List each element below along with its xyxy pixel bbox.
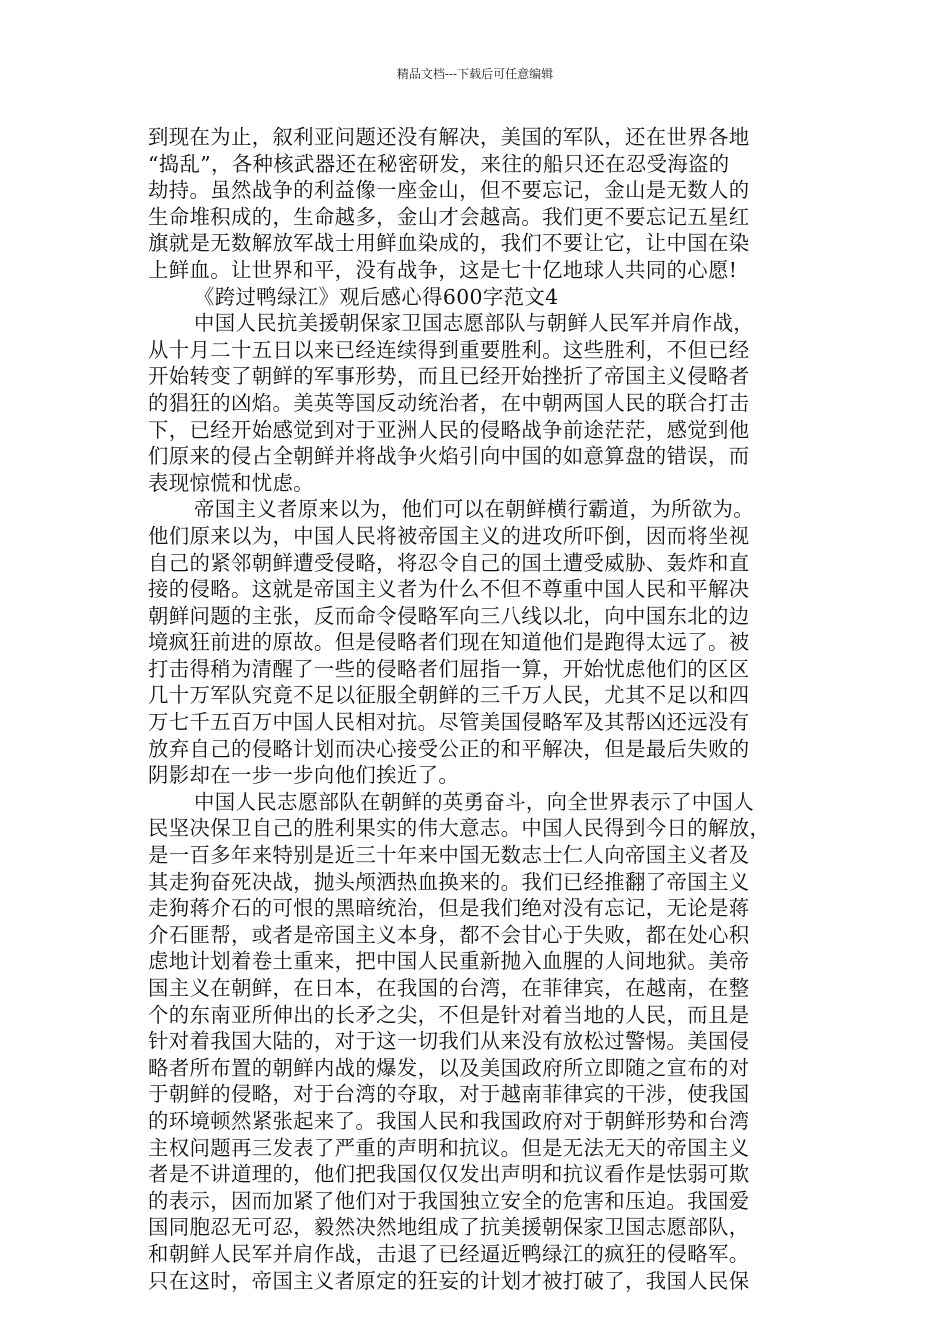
text-line: 和朝鲜人民军并肩作战，击退了已经逼近鸭绿江的疯狂的侵略军。 bbox=[148, 1241, 750, 1266]
text-line: 开始转变了朝鲜的军事形势，而且已经开始挫折了帝国主义侵略者 bbox=[148, 364, 750, 389]
text-line: 们原来的侵占全朝鲜并将战争火焰引向中国的如意算盘的错误，而 bbox=[148, 444, 750, 469]
text-line: 到现在为止，叙利亚问题还没有解决，美国的军队，还在世界各地 bbox=[148, 125, 750, 149]
text-line: 《跨过鸭绿江》观后感心得600字范文4 bbox=[194, 284, 559, 309]
text-line: 放弃自己的侵略计划而决心接受公正的和平解决，但是最后失败的 bbox=[148, 736, 750, 761]
text-line: 的表示，因而加紧了他们对于我国独立安全的危害和压迫。我国爱 bbox=[148, 1188, 750, 1213]
text-line: 中国人民志愿部队在朝鲜的英勇奋斗，向全世界表示了中国人 bbox=[194, 789, 754, 814]
text-line: 他们原来以为，中国人民将被帝国主义的进攻所吓倒，因而将坐视 bbox=[148, 523, 750, 548]
text-line: 国主义在朝鲜，在日本，在我国的台湾，在菲律宾，在越南，在整 bbox=[148, 976, 750, 1000]
text-line: 接的侵略。这就是帝国主义者为什么不但不尊重中国人民和平解决 bbox=[148, 577, 750, 602]
text-line: 几十万军队究竟不足以征服全朝鲜的三千万人民，尤其不足以和四 bbox=[148, 683, 750, 708]
text-line: 生命堆积成的，生命越多，金山才会越高。我们更不要忘记五星红 bbox=[148, 204, 750, 229]
page-header: 精品文档---下载后可任意编辑 bbox=[396, 67, 554, 81]
text-line: 劫持。虽然战争的利益像一座金山，但不要忘记，金山是无数人的 bbox=[148, 178, 750, 203]
text-line: 者是不讲道理的，他们把我国仅仅发出声明和抗议看作是怯弱可欺 bbox=[148, 1162, 750, 1187]
text-line: 的环境顿然紧张起来了。我国人民和我国政府对于朝鲜形势和台湾 bbox=[148, 1108, 750, 1133]
text-line: 其走狗奋死决战，抛头颅洒热血换来的。我们已经推翻了帝国主义 bbox=[148, 869, 750, 894]
text-line: 境疯狂前进的原故。但是侵略者们现在知道他们是跑得太远了。被 bbox=[148, 630, 750, 655]
text-line: 上鲜血。让世界和平，没有战争，这是七十亿地球人共同的心愿! bbox=[148, 257, 738, 282]
text-line: “捣乱”，各种核武器还在秘密研发，来往的船只还在忍受海盗的 bbox=[148, 151, 730, 176]
text-line: 的猖狂的凶焰。美英等国反动统治者，在中朝两国人民的联合打击 bbox=[148, 390, 750, 415]
text-line: 民坚决保卫自己的胜利果实的伟大意志。中国人民得到今日的解放， bbox=[148, 816, 771, 841]
text-line: 从十月二十五日以来已经连续得到重要胜利。这些胜利，不但已经 bbox=[148, 337, 750, 362]
text-line: 朝鲜问题的主张，反而命令侵略军向三八线以北，向中国东北的边 bbox=[148, 603, 750, 628]
text-line: 走狗蒋介石的可恨的黑暗统治，但是我们绝对没有忘记，无论是蒋 bbox=[148, 896, 750, 921]
text-line: 个的东南亚所伸出的长矛之尖，不但是针对着当地的人民，而且是 bbox=[148, 1002, 750, 1027]
text-line: 旗就是无数解放军战士用鲜血染成的，我们不要让它，让中国在染 bbox=[148, 231, 750, 256]
text-line: 万七千五百万中国人民相对抗。尽管美国侵略军及其帮凶还远没有 bbox=[148, 710, 750, 735]
text-line: 表现惊慌和忧虑。 bbox=[148, 470, 314, 495]
text-line: 下，已经开始感觉到对于亚洲人民的侵略战争前途茫茫，感觉到他 bbox=[148, 417, 750, 442]
text-line: 只在这时，帝国主义者原定的狂妄的计划才被打破了，我国人民保 bbox=[148, 1268, 750, 1293]
text-line: 略者所布置的朝鲜内战的爆发，以及美国政府所立即随之宣布的对 bbox=[148, 1055, 750, 1080]
text-line: 是一百多年来特别是近三十年来中国无数志士仁人向帝国主义者及 bbox=[148, 843, 750, 868]
text-line: 针对着我国大陆的，对于这一切我们从来没有放松过警惕。美国侵 bbox=[148, 1029, 750, 1054]
document-body bbox=[148, 124, 812, 1294]
text-line: 自己的紧邻朝鲜遭受侵略，将忍令自己的国土遭受威胁、轰炸和直 bbox=[148, 550, 750, 575]
text-line: 国同胞忍无可忍，毅然决然地组成了抗美援朝保家卫国志愿部队， bbox=[148, 1215, 750, 1240]
text-line: 帝国主义者原来以为，他们可以在朝鲜横行霸道，为所欲为。 bbox=[194, 497, 754, 522]
text-line: 中国人民抗美援朝保家卫国志愿部队与朝鲜人民军并肩作战， bbox=[194, 311, 754, 336]
text-line: 打击得稍为清醒了一些的侵略者们屈指一算，开始忧虑他们的区区 bbox=[148, 656, 750, 681]
text-line: 介石匪帮，或者是帝国主义本身，都不会甘心于失败，都在处心积 bbox=[148, 922, 750, 947]
text-line: 于朝鲜的侵略，对于台湾的夺取，对于越南菲律宾的干涉，使我国 bbox=[148, 1082, 750, 1107]
text-line: 虑地计划着卷土重来，把中国人民重新抛入血腥的人间地狱。美帝 bbox=[148, 949, 750, 974]
text-line: 阴影却在一步一步向他们挨近了。 bbox=[148, 763, 460, 788]
text-line: 主权问题再三发表了严重的声明和抗议。但是无法无天的帝国主义 bbox=[148, 1135, 750, 1160]
